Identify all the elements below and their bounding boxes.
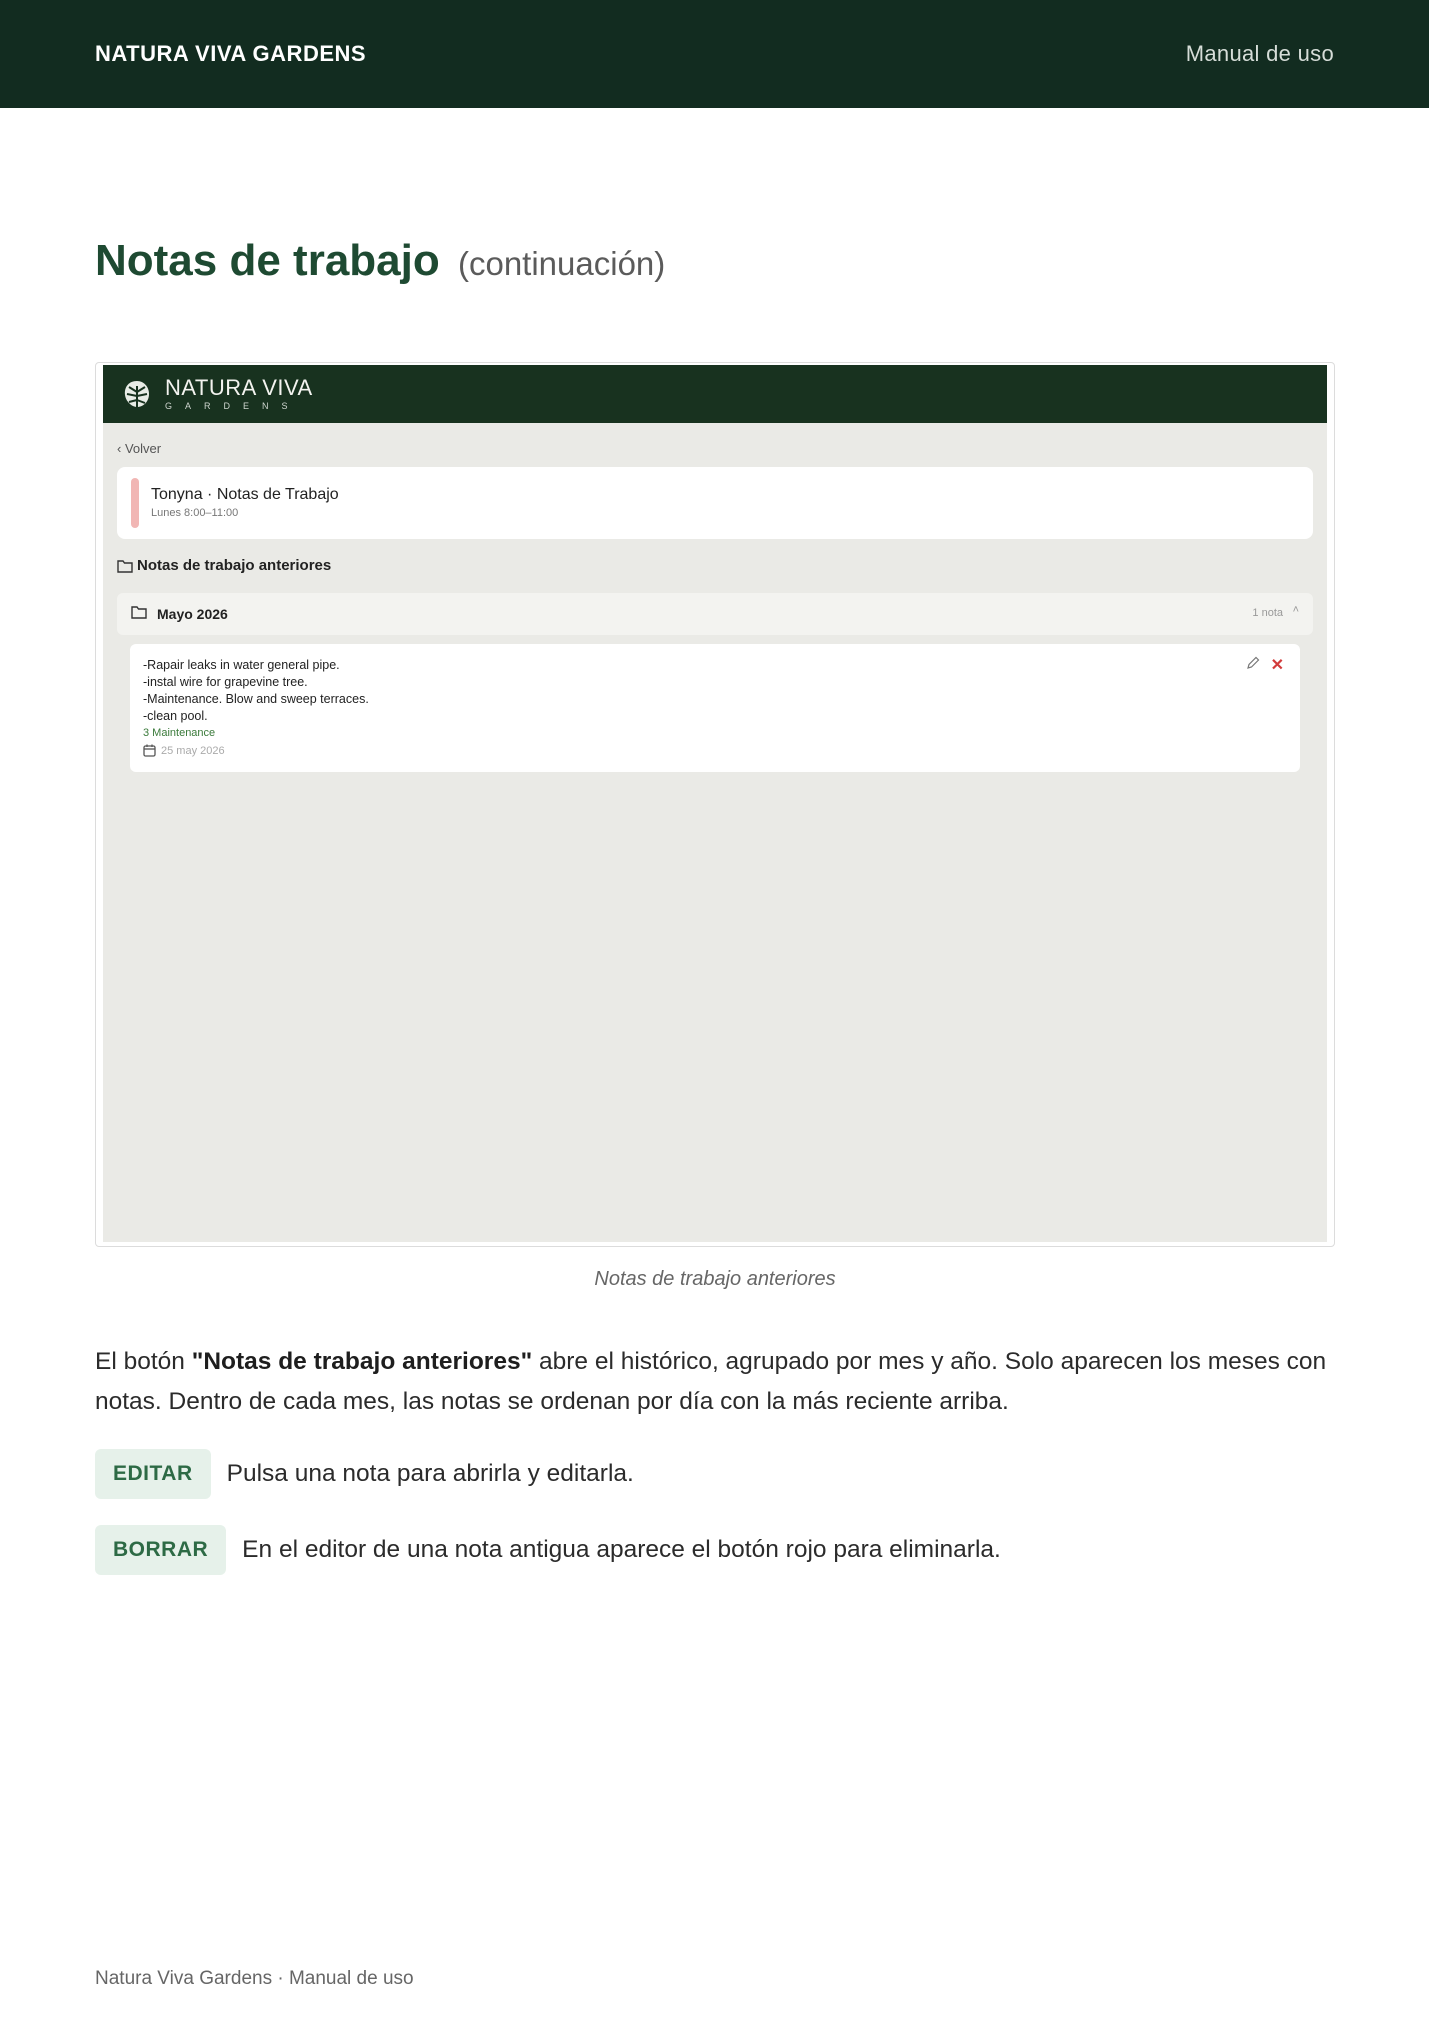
note-line: -instal wire for grapevine tree.	[143, 675, 308, 689]
intro-post: abre el histórico, agrupado por mes y año. Solo aparecen los meses con notas. Dentro de cada mes, las notas se ordenan por día con la más reciente arriba.	[95, 1348, 1327, 1415]
app-logo-line2: GARDENS	[165, 401, 301, 411]
note-text	[143, 657, 369, 725]
previous-notes-label: Notas de trabajo anteriores	[137, 557, 332, 574]
note-date: 25 may 2026	[161, 744, 225, 757]
note-line: -Rapair leaks in water general pipe.	[143, 658, 340, 672]
note-card[interactable]	[130, 644, 1300, 772]
tip-delete	[95, 1525, 1001, 1575]
top-bar	[0, 0, 1429, 108]
delete-description: En el editor de una nota antigua aparece el botón rojo para eliminarla.	[242, 1536, 1001, 1563]
brand-name: NATURA VIVA GARDENS	[95, 41, 367, 66]
pencil-icon[interactable]	[1246, 656, 1260, 670]
intro-bold: "Notas de trabajo anteriores"	[191, 1348, 533, 1375]
doc-label: Manual de uso	[1185, 41, 1334, 66]
client-title: Tonyna · Notas de Trabajo	[151, 486, 339, 503]
app-header	[103, 365, 1327, 423]
intro-paragraph	[95, 1342, 1340, 1422]
month-group-row[interactable]	[117, 593, 1313, 635]
chevron-up-icon: ˄	[1292, 604, 1299, 616]
page-title-suffix: (continuación)	[457, 245, 666, 282]
folder-icon	[131, 605, 147, 619]
monstera-leaf-icon	[121, 378, 153, 410]
page-title	[95, 236, 665, 286]
previous-notes-button[interactable]	[117, 557, 331, 574]
app-logo	[165, 377, 313, 411]
figure-caption: Notas de trabajo anteriores	[594, 1268, 836, 1290]
tip-edit	[95, 1449, 634, 1499]
note-line: -clean pool.	[143, 709, 208, 723]
note-tag: 3 Maintenance	[143, 727, 216, 739]
client-color-bar	[131, 478, 139, 528]
app-screenshot	[103, 365, 1327, 1242]
note-date-row	[143, 744, 225, 757]
month-note-count: 1 nota	[1252, 607, 1283, 619]
edit-description: Pulsa una nota para abrirla y editarla.	[226, 1460, 634, 1487]
edit-badge: EDITAR	[95, 1449, 211, 1499]
screenshot-frame	[95, 362, 1335, 1247]
folder-icon	[117, 559, 133, 573]
intro-pre: El botón	[95, 1348, 192, 1375]
delete-icon[interactable]: ✕	[1270, 657, 1284, 674]
page-title-main: Notas de trabajo	[95, 236, 440, 285]
back-link[interactable]: ‹ Volver	[117, 441, 162, 456]
client-card	[117, 467, 1313, 539]
client-schedule: Lunes 8:00–11:00	[151, 507, 239, 519]
note-line: -Maintenance. Blow and sweep terraces.	[143, 692, 369, 706]
calendar-icon	[143, 744, 156, 757]
month-name: Mayo 2026	[157, 606, 228, 622]
delete-badge: BORRAR	[95, 1525, 226, 1575]
app-logo-line1: NATURA VIVA	[165, 375, 313, 400]
page-footer: Natura Viva Gardens · Manual de uso	[95, 1968, 414, 1989]
